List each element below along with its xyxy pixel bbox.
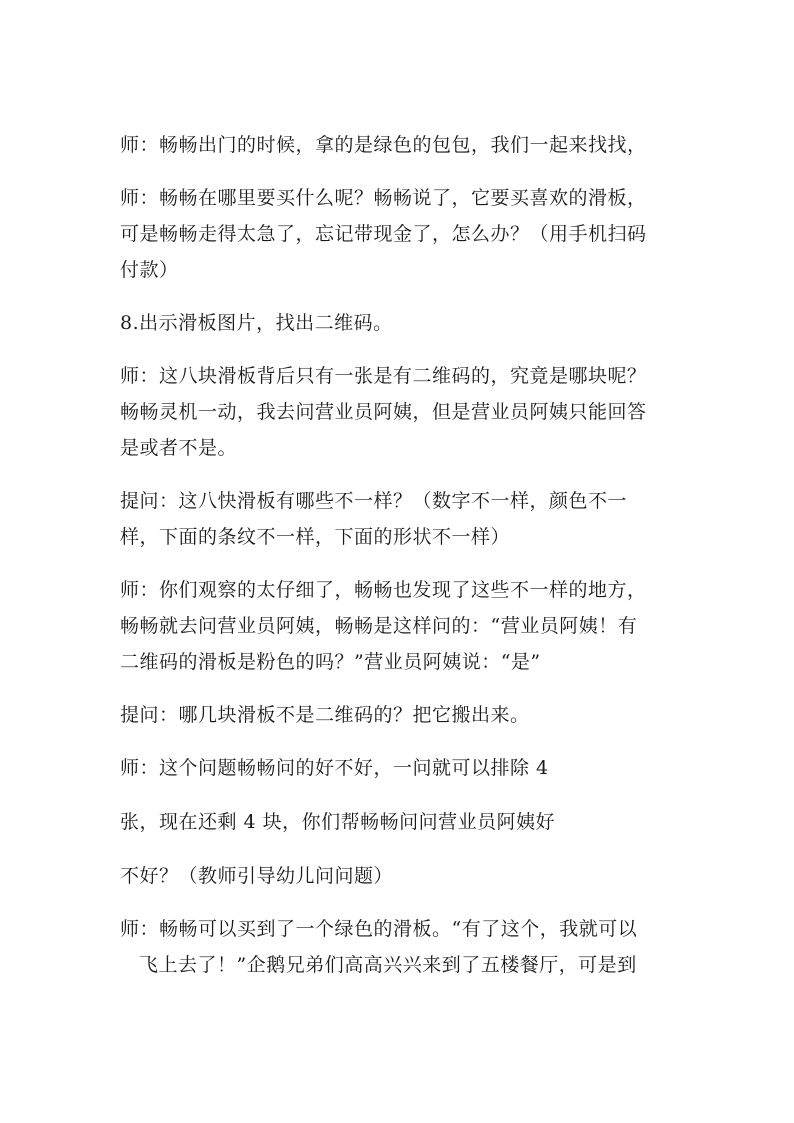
paragraph-line: 畅畅灵机一动，我去问营业员阿姨，但是营业员阿姨只能回答 xyxy=(120,401,647,423)
paragraph-line: 不好？（教师引导幼儿问问题） xyxy=(120,865,394,887)
paragraph-line: 畅畅就去问营业员阿姨，畅畅是这样问的：“营业员阿姨！有 xyxy=(120,615,638,637)
paragraph-line: 师：畅畅在哪里要买什么呢？畅畅说了，它要买喜欢的滑板， xyxy=(120,187,647,209)
paragraph-line: 师：畅畅出门的时候，拿的是绿色的包包，我们一起来找找， xyxy=(120,134,647,156)
paragraph-line: 提问：哪几块滑板不是二维码的？把它搬出来。 xyxy=(120,704,530,726)
paragraph-line: 师：这个问题畅畅问的好不好，一问就可以排除 4 xyxy=(120,757,549,779)
paragraph-line: 可是畅畅走得太急了，忘记带现金了，怎么办？（用手机扫码 xyxy=(120,223,647,245)
paragraph-line: 二维码的滑板是粉色的吗？”营业员阿姨说：“是” xyxy=(120,651,541,673)
paragraph-line: 是或者不是。 xyxy=(120,437,238,459)
paragraph-line: 师：畅畅可以买到了一个绿色的滑板。“有了这个，我就可以 xyxy=(120,918,638,940)
paragraph-line: 提问：这八快滑板有哪些不一样？（数字不一样，颜色不一 xyxy=(120,490,628,512)
paragraph-line: 付款） xyxy=(120,259,179,281)
paragraph-line: 师：你们观察的太仔细了，畅畅也发现了这些不一样的地方， xyxy=(120,579,647,601)
paragraph-line: 飞上去了！”企鹅兄弟们高高兴兴来到了五楼餐厅，可是到 xyxy=(139,954,637,976)
paragraph-line: 师：这八块滑板背后只有一张是有二维码的，究竟是哪块呢？ xyxy=(120,365,647,387)
section-heading: 8.出示滑板图片，找出二维码。 xyxy=(120,312,393,334)
paragraph-line: 张，现在还剩 4 块，你们帮畅畅问问营业员阿姨好 xyxy=(120,811,556,833)
paragraph-line: 样，下面的条纹不一样，下面的形状不一样） xyxy=(120,526,511,548)
